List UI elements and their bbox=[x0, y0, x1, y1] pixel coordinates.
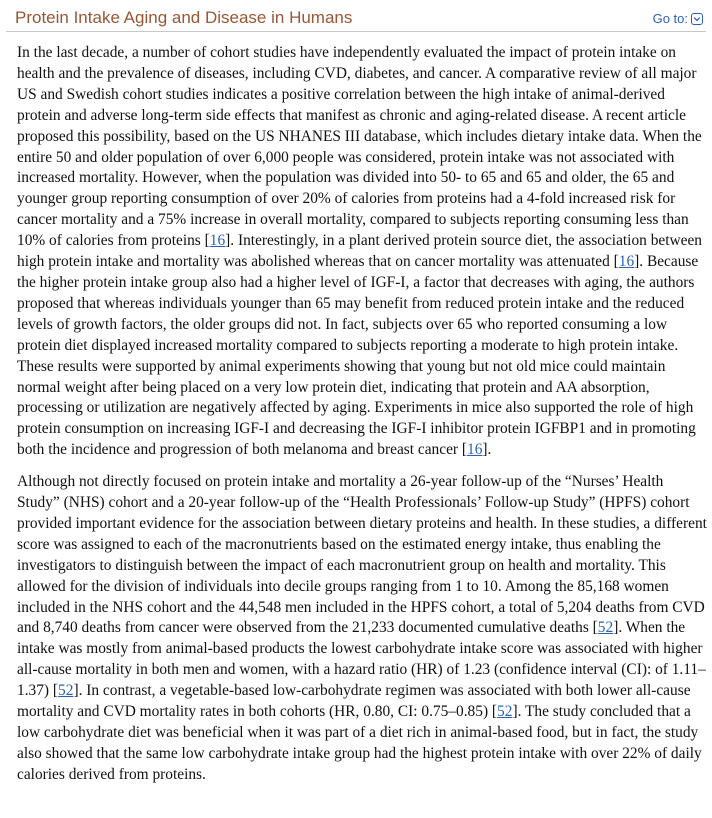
paragraph-text: In the last decade, a number of cohort studies have independently evaluated the impact of protein intake on health and the prevalence of diseases, including CVD, diabetes, and cancer. A comparative review of all major US and Swedish cohort studies indicates a positive correlation between the high intake of animal-derived protein and adverse long-term side effects that manifest as chronic and aging-related disease. A recent article proposed this possibility, based on the US NHANES III database, which includes dietary intake data. When the entire 50 and older population of over 6,000 people was considered, protein intake was not associated with increased mortality. However, when the population was divided into 50- to 65 and 65 and older, the 65 and younger group reporting consumption of over 20% of calories from proteins had a 4-fold increased risk for cancer mortality and a 75% increase in overall mortality, compared to subjects reporting consuming less than 10% of calories from proteins [ bbox=[17, 44, 702, 250]
reference-link[interactable]: 52 bbox=[597, 619, 614, 637]
chevron-down-icon[interactable] bbox=[691, 13, 703, 25]
paragraph-text: ]. When the intake was mostly from animal-based products the lowest carbohydrate intake score was associated with higher all-cause mortality in both men and women, with a hazard ratio (HR) of 1.23 (confidence interval (CI): of 1.11–1.37) [ bbox=[17, 619, 706, 700]
paragraph-text: ]. The study concluded that a low carbohydrate diet was beneficial when it was part of a diet rich in animal-based food, but in fact, the study also showed that the same low carbohydrate intake group had the highest protein intake with over 22% of daily calories derived from proteins. bbox=[17, 703, 702, 783]
goto-label[interactable]: Go to: bbox=[652, 11, 688, 26]
paragraph-1 bbox=[17, 43, 707, 461]
section-title: Protein Intake Aging and Disease in Humans bbox=[15, 8, 353, 27]
paragraph-text: ]. bbox=[482, 441, 492, 459]
reference-link[interactable]: 52 bbox=[497, 703, 513, 721]
reference-link[interactable]: 16 bbox=[467, 441, 483, 459]
paragraph-text: ]. In contrast, a vegetable-based low-carbohydrate regimen was associated with both lower all-cause mortality and CVD mortality rates in both cohorts (HR, 0.80, CI: 0.75–0.85) [ bbox=[17, 682, 691, 721]
reference-link[interactable]: 16 bbox=[209, 232, 226, 250]
goto-menu[interactable] bbox=[653, 11, 703, 27]
article-body bbox=[17, 43, 707, 797]
section-header bbox=[6, 6, 706, 32]
paragraph-2 bbox=[17, 472, 707, 786]
paragraph-text: ]. Because the higher protein intake group also had a higher level of IGF-I, a factor that decreases with aging, the authors proposed that whereas individuals younger than 65 may benefit from reduced protein intake and the reduced levels of growth factors, the older groups did not. In fact, subjects over 65 who reported consuming a low protein diet displayed increased mortality compared to subjects reporting a moderate to high protein intake. These results were supported by animal experiments showing that young but not old mice could maintain normal weight after being placed on a very low protein diet, indicating that protein and AA absorption, processing or utilization are negatively affected by aging. Experiments in mice also supported the role of high protein consumption on increasing IGF-I and decreasing the IGF-I inhibitor protein IGFBP1 and in promoting both the incidence and progression of both melanoma and breast cancer [ bbox=[17, 253, 699, 459]
paragraph-text: Although not directly focused on protein intake and mortality a 26-year follow-up of the “Nurses’ Health Study” (NHS) cohort and a 20-year follow-up of the “Health Professionals’ Follow-up Study” (HPFS) cohort provided important evidence for the association between dietary proteins and health. In these studies, a different score was assigned to each of the macronutrients based on the estimated energy intake, thus enabling the investigators to distinguish between the impact of each macronutrient group on health and mortality. This allowed for the division of individuals into decile groups ranging from 1 to 10. Among the 85,168 women included in the NHS cohort and the 44,548 men included in the HPFS cohort, a total of 5,204 deaths from CVD and 8,740 deaths from cancer were observed from the 21,233 documented cumulative deaths [ bbox=[17, 473, 707, 637]
paragraph-text: ]. Interestingly, in a plant derived protein source diet, the association between high protein intake and mortality was abolished whereas that on cancer mortality was attenuated [ bbox=[17, 232, 702, 271]
reference-link[interactable]: 52 bbox=[58, 682, 74, 700]
reference-link[interactable]: 16 bbox=[618, 253, 635, 271]
